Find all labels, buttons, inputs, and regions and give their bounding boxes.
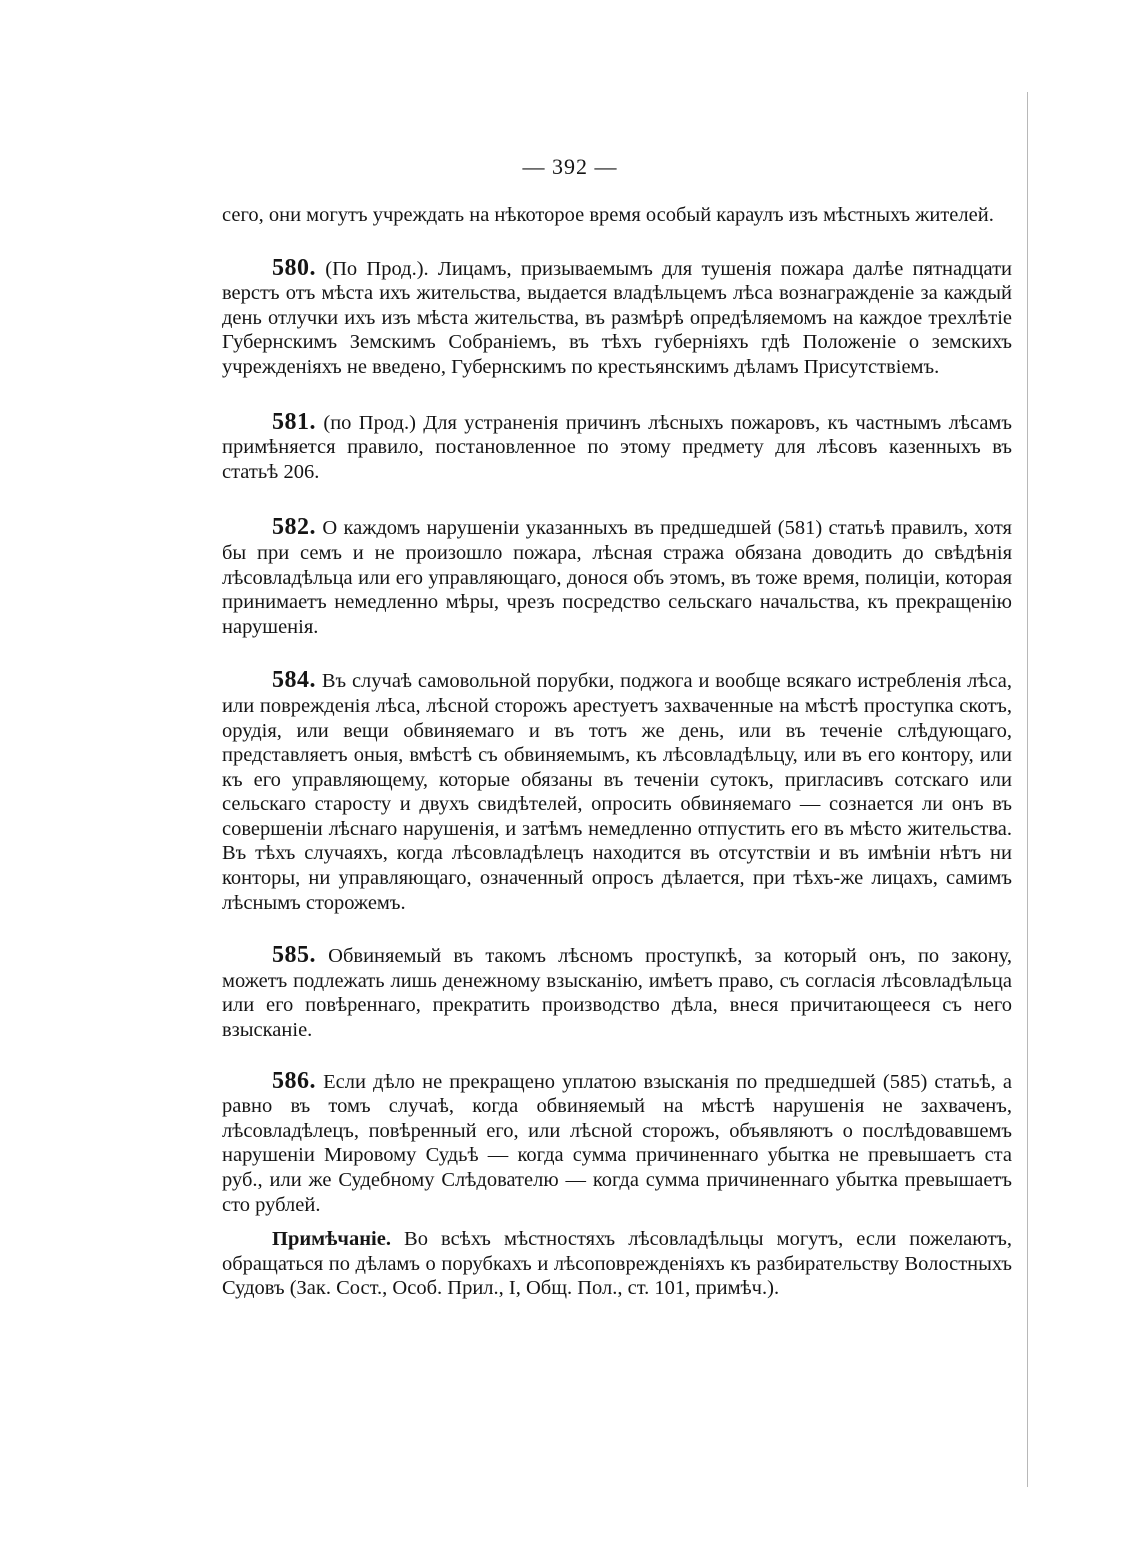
article-581 xyxy=(222,410,1012,485)
page-number: — 392 — xyxy=(522,154,618,179)
article-number: 581. xyxy=(272,408,316,435)
article-582 xyxy=(222,515,1012,639)
article-585 xyxy=(222,943,1012,1042)
article-number: 580. xyxy=(272,254,316,281)
article-586 xyxy=(222,1069,1012,1218)
continuation-paragraph: сего, они могутъ учреждать на нѣкоторое время особый караулъ изъ мѣстныхъ жителей. xyxy=(222,204,994,226)
article-580 xyxy=(222,256,1012,380)
article-text: (по Прод.) Для устраненія причинъ лѣсныхъ пожаровъ, къ частнымъ лѣсамъ примѣняется правило, постановленное по этому предмету для лѣсовъ казенныхъ въ статьѣ 206. xyxy=(222,411,1012,483)
article-text: Обвиняемый въ такомъ лѣсномъ проступкѣ, за который онъ, по закону, можетъ подлежать лишь денежному взысканію, имѣетъ право, съ согласія лѣсовладѣльца или его повѣреннаго, прекратить производство дѣла, внеся причитающееся съ него взысканіе. xyxy=(222,945,1012,1042)
note-label: Примѣчаніе. xyxy=(272,1228,391,1251)
article-number: 585. xyxy=(272,942,316,969)
article-number: 582. xyxy=(272,514,316,541)
note-paragraph xyxy=(222,1227,1012,1301)
article-text: Въ случаѣ самовольной порубки, поджога и вообще всякаго истребленія лѣса, или поврежденія лѣса, лѣсной сторожъ арестуетъ захваченные на мѣстѣ проступка скотъ, орудія, или вещи обвиняемаго и въ тотъ же день, или въ теченіе слѣдующаго, представляетъ оныя, вмѣстѣ съ обвиняемымъ, къ лѣсовладѣльцу, или въ его контору, или къ его управляющему, которые обязаны въ теченіи сутокъ, пригласивъ сотскаго или сельскаго старосту и двухъ свидѣтелей, опросить обвиняемаго — сознается ли онъ въ совершеніи лѣснаго нарушенія, и затѣмъ немедленно отпустить его въ мѣсто жительства. Въ тѣхъ случаяхъ, когда лѣсовладѣлецъ находится въ отсутствіи и въ имѣніи нѣтъ ни конторы, ни управляющаго, означенный опросъ дѣлается, при тѣхъ-же лицахъ, самимъ лѣснымъ сторожемъ. xyxy=(222,670,1013,914)
article-584 xyxy=(222,668,1012,915)
article-number: 586. xyxy=(272,1067,316,1094)
article-number: 584. xyxy=(272,667,316,694)
article-text: Если дѣло не прекращено уплатою взысканія по предшедшей (585) статьѣ, а равно въ томъ случаѣ, когда обвиняемый на мѣстѣ нарушенія не захваченъ, лѣсовладѣлецъ, повѣренный его, или лѣсной сторожъ, объявляютъ о послѣдовавшемъ нарушеніи Мировому Судьѣ — когда сумма причиненнаго убытка не превышаетъ ста руб., или же Судебному Слѣдователю — когда сумма причиненнаго убытка превышаетъ сто рублей. xyxy=(222,1070,1012,1216)
margin-rule xyxy=(1027,92,1028,1487)
page-body xyxy=(222,203,1012,1301)
note-text: Во всѣхъ мѣстностяхъ лѣсовладѣльцы могутъ, если пожелаютъ, обращаться по дѣламъ о порубкахъ и лѣсоповрежденіяхъ къ разбирательству Волостныхъ Судовъ (Зак. Сост., Особ. Прил., I, Общ. Пол., ст. 101, примѣч.). xyxy=(222,1228,1013,1300)
article-text: О каждомъ нарушеніи указанныхъ въ предшедшей (581) статьѣ правилъ, хотя бы при семъ и не произошло пожара, лѣсная стража обязана доводить до свѣдѣнія лѣсовладѣльца или его управляющаго, донося объ этомъ, въ тоже время, полиціи, которая принимаетъ немедленно мѣры, чрезъ посредство сельскаго начальства, къ прекращенію нарушенія. xyxy=(222,517,1012,638)
article-text: (По Прод.). Лицамъ, призываемымъ для тушенія пожара далѣе пятнадцати верстъ отъ мѣста ихъ жительства, выдается владѣльцемъ лѣса вознагражденіе за каждый день отлучки ихъ изъ мѣста жительства, въ размѣрѣ опредѣляемомъ на каждое трехлѣтіе Губернскимъ Земскимъ Собраніемъ, въ тѣхъ губерніяхъ гдѣ Положеніе о земскихъ учрежденіяхъ не введено, Губернскимъ по крестьянскимъ дѣламъ Присутствіемъ. xyxy=(222,257,1013,378)
